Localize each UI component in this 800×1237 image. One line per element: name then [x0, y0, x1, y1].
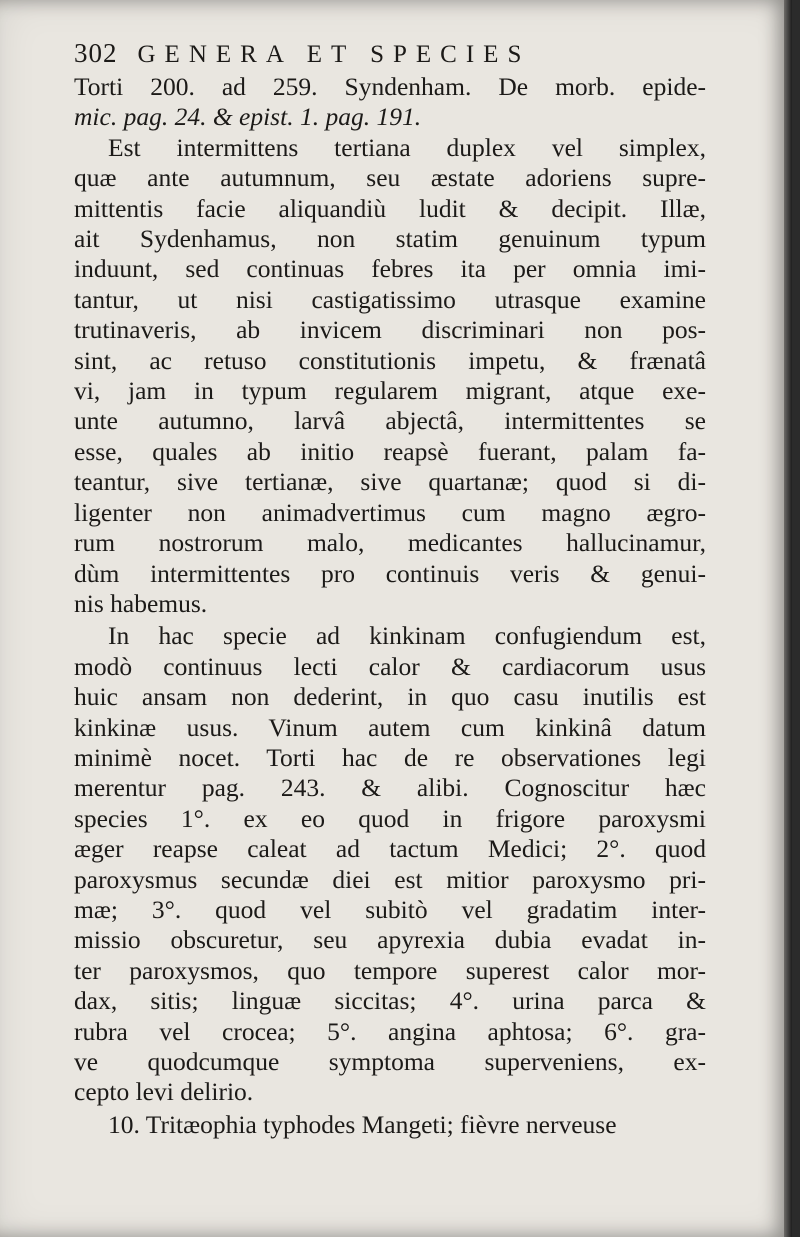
text-line: Torti 200. ad 259. Syndenham. De morb. epide-: [74, 72, 706, 101]
text-line: tantur, ut nisi castigatissimo utrasque examine: [74, 284, 706, 314]
paragraph-description: [74, 133, 706, 620]
text-line: teantur, sive tertianæ, sive quartanæ; quod si di-: [74, 467, 706, 497]
text-line: quæ ante autumnum, seu æstate adoriens supre-: [74, 163, 706, 193]
text-line: esse, quales ab initio reapsè fuerant, palam fa-: [74, 436, 706, 466]
text-line: species 1°. ex eo quod in frigore paroxysmi: [74, 803, 706, 833]
text-line: paroxysmus secundæ diei est mitior paroxysmo pri-: [74, 864, 706, 894]
text-line: 10. Tritæophia typhodes Mangeti; fièvre nerveuse: [108, 1109, 617, 1139]
text-line: sint, ac retuso constitutionis impetu, & frænatâ: [74, 345, 706, 375]
text-line: In hac specie ad kinkinam confugiendum est,: [108, 621, 706, 651]
text-line: ve quodcumque symptoma superveniens, ex-: [74, 1047, 706, 1076]
text-line: nis habemus.: [74, 588, 208, 618]
running-head: [74, 38, 706, 72]
text-line: missio obscuretur, seu apyrexia dubia evadat in-: [74, 925, 706, 955]
text-line: vi, jam in typum regularem migrant, atque exe-: [74, 376, 706, 406]
text-line: ter paroxysmos, quo tempore superest calor mor-: [74, 955, 706, 985]
text-line: mic. pag. 24. & epist. 1. pag. 191.: [74, 102, 422, 132]
text-line: rubra vel crocea; 5°. angina aphtosa; 6°. gra-: [74, 1016, 706, 1046]
text-line: induunt, sed continuas febres ita per omnia imi-: [74, 254, 706, 284]
page-number: 302: [74, 38, 118, 68]
running-title: GENERA ET SPECIES: [137, 41, 531, 68]
page-edge-shadow: [784, 0, 792, 1237]
text-line: mæ; 3°. quod vel subitò vel gradatim inter-: [74, 894, 706, 924]
text-line: dùm intermittentes pro continuis veris & genui-: [74, 558, 706, 588]
text-line: kinkinæ usus. Vinum autem cum kinkinâ datum: [74, 712, 706, 742]
text-line: æger reapse caleat ad tactum Medici; 2°. quod: [74, 834, 706, 864]
text-line: Est intermittens tertiana duplex vel simplex,: [108, 132, 706, 162]
text-line: huic ansam non dederint, in quo casu inutilis est: [74, 682, 706, 712]
text-line: modò continuus lecti calor & cardiacorum usus: [74, 651, 706, 681]
paragraph-citation: [74, 72, 706, 133]
text-line: mittentis facie aliquandiù ludit & decipit. Illæ,: [74, 193, 706, 223]
paragraph-treatment: [74, 621, 706, 1108]
text-line: minimè nocet. Torti hac de re observationes legi: [74, 742, 706, 772]
text-line: dax, sitis; linguæ siccitas; 4°. urina parca &: [74, 986, 706, 1016]
text-line: ait Sydenhamus, non statim genuinum typum: [74, 224, 706, 254]
text-line: ligenter non animadvertimus cum magno ægro-: [74, 497, 706, 527]
text-line: unte autumno, larvâ abjectâ, intermittentes se: [74, 406, 706, 436]
text-line: rum nostrorum malo, medicantes hallucinamur,: [74, 528, 706, 558]
text-line: cepto levi delirio.: [74, 1077, 254, 1107]
page-text: [74, 38, 706, 1140]
text-line: merentur pag. 243. & alibi. Cognoscitur hæc: [74, 773, 706, 803]
text-line: trutinaveris, ab invicem discriminari non pos-: [74, 315, 706, 345]
paragraph-next-species: [74, 1110, 706, 1140]
